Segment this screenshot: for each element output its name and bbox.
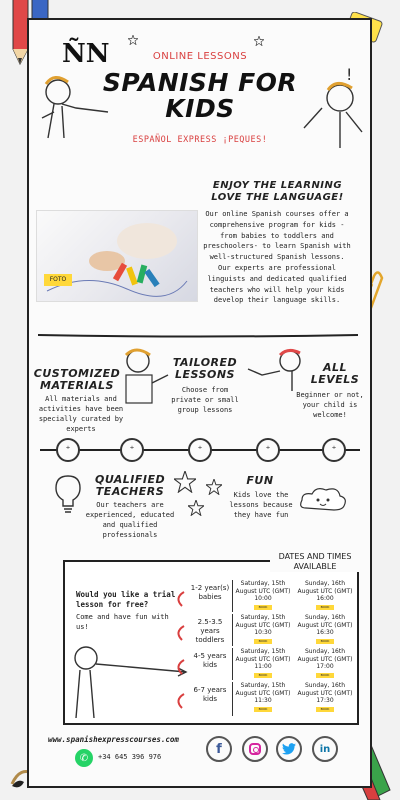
lightbulb-icon — [54, 474, 82, 514]
whatsapp-icon[interactable]: ✆ — [75, 749, 93, 767]
sunday-slot-text: Sunday, 16th August UTC (GMT) 17:30 — [297, 682, 353, 704]
levels-text: Beginner or not, your child is welcome! — [296, 391, 364, 419]
age-group: 1-2 year(s) babies — [190, 584, 230, 601]
schedule-row — [190, 648, 356, 680]
teacher-doodle — [112, 345, 172, 415]
facebook-icon[interactable]: f — [206, 736, 232, 762]
sunday-slot-text: Sunday, 16th August UTC (GMT) 16:30 — [297, 614, 353, 636]
child-doodle — [32, 68, 110, 150]
column-divider — [232, 580, 233, 612]
photo-tag-label: FOTO — [49, 276, 67, 283]
levels-title-line-2: LEVELS — [310, 373, 360, 386]
trial-question: Would you like a trial lesson for free? — [76, 590, 176, 609]
photo-tag — [44, 274, 72, 286]
tailored-title-line-1: TAILORED — [172, 356, 238, 369]
levels-title — [305, 362, 365, 386]
brand-logo — [62, 36, 110, 72]
age-group: 2.5-3.5 years toddlers — [195, 618, 225, 644]
customized-text: All materials and activities have been specially curated by experts — [38, 395, 124, 433]
section-divider — [38, 333, 358, 339]
saturday-slot[interactable] — [234, 580, 292, 610]
sunday-slot-text: Sunday, 16th August UTC (GMT) 17:00 — [297, 648, 353, 670]
instagram-icon[interactable] — [242, 736, 268, 762]
sunday-slot-text: Sunday, 16th August UTC (GMT) 16:00 — [297, 580, 353, 602]
child-doodle — [242, 345, 312, 395]
sunday-slot[interactable] — [296, 648, 354, 678]
schedule-row — [190, 682, 356, 716]
website-link[interactable]: www.spanishexpresscourses.com — [48, 735, 179, 744]
tailored-text: Choose from private or small group lessons — [171, 386, 239, 414]
star-icon — [128, 35, 138, 45]
timeline-node: ⁺ — [56, 438, 80, 462]
saturday-slot-text: Saturday, 15th August UTC (GMT) 10:30 — [235, 614, 291, 636]
fun-title: FUN — [246, 474, 274, 487]
intro-heading — [200, 180, 355, 204]
intro-body: Our online Spanish courses offer a comprehensive program for kids -from babies to toddlers and preschoolers- to learn Spanish with well-structured Spanish lessons. Our experts are professional linguists and dedicated qualified teachers who will help your kids develop their language skills. — [203, 210, 351, 305]
schedule-row — [190, 614, 356, 646]
schedule-table — [190, 580, 356, 720]
schedule-title-line-2: AVAILABLE — [293, 562, 337, 571]
star-icon — [206, 479, 222, 495]
saturday-slot-text: Saturday, 15th August UTC (GMT) 11:00 — [235, 648, 291, 670]
column-divider — [232, 648, 233, 680]
customized-title-line-2: MATERIALS — [40, 379, 114, 392]
column-divider — [232, 682, 233, 716]
saturday-slot-text: Saturday, 15th August UTC (GMT) 11:30 — [235, 682, 291, 704]
star-icon — [174, 471, 196, 493]
saturday-slot-text: Saturday, 15th August UTC (GMT) 10:00 — [235, 580, 291, 602]
twitter-icon[interactable] — [276, 736, 302, 762]
tailored-title-line-2: LESSONS — [175, 368, 235, 381]
child-doodle — [300, 68, 370, 158]
intro-photo — [36, 210, 198, 302]
book-badge[interactable]: BOOK — [254, 707, 272, 712]
star-icon — [254, 36, 264, 46]
teachers-title-line-2: TEACHERS — [95, 485, 165, 498]
intro-heading-line-2: LOVE THE LANGUAGE! — [211, 192, 344, 203]
schedule-title — [270, 552, 360, 572]
schedule-title-line-1: DATES AND TIMES — [278, 552, 352, 561]
book-badge[interactable]: BOOK — [316, 707, 334, 712]
cloud-doodle — [298, 484, 348, 514]
book-badge[interactable]: BOOK — [316, 673, 334, 678]
book-badge[interactable]: BOOK — [254, 639, 272, 644]
tailored-title — [168, 357, 242, 381]
online-lessons-label: ONLINE LESSONS — [152, 51, 248, 62]
linkedin-icon[interactable]: in — [312, 736, 338, 762]
timeline-node: ⁺ — [188, 438, 212, 462]
customized-title-line-1: CUSTOMIZED — [33, 367, 121, 380]
title-line-2: KIDS — [165, 94, 235, 123]
fun-text: Kids love the lessons because they have fun — [229, 491, 293, 519]
timeline-node: ⁺ — [120, 438, 144, 462]
timeline-node: ⁺ — [322, 438, 346, 462]
customized-title — [32, 368, 122, 392]
timeline-node: ⁺ — [256, 438, 280, 462]
sunday-slot[interactable] — [296, 682, 354, 712]
star-icon — [188, 500, 204, 516]
book-badge[interactable]: BOOK — [316, 639, 334, 644]
sunday-slot[interactable] — [296, 614, 354, 644]
page-subtitle: ESPAÑOL EXPRESS ¡PEQUES! — [132, 135, 268, 145]
book-badge[interactable]: BOOK — [316, 605, 334, 610]
column-divider — [232, 614, 233, 646]
saturday-slot[interactable] — [234, 648, 292, 678]
logo-letters: ÑN — [62, 39, 110, 69]
teachers-title — [95, 474, 165, 498]
age-group: 6-7 years kids — [193, 686, 227, 703]
schedule-row — [190, 580, 356, 612]
teachers-title-line-1: QUALIFIED — [95, 473, 166, 486]
book-badge[interactable]: BOOK — [254, 605, 272, 610]
teachers-text: Our teachers are experienced, educated and qualified professionals — [85, 501, 175, 539]
title-line-1: SPANISH FOR — [102, 68, 298, 97]
saturday-slot[interactable] — [234, 614, 292, 644]
book-badge[interactable]: BOOK — [254, 673, 272, 678]
phone-number[interactable]: +34 645 396 976 — [98, 753, 162, 761]
page-title — [95, 70, 305, 122]
age-group: 4-5 years kids — [193, 652, 227, 669]
levels-title-line-1: ALL — [322, 361, 348, 374]
arrow-icon — [172, 588, 190, 718]
sunday-slot[interactable] — [296, 580, 354, 610]
svg-text:!: ! — [346, 68, 353, 84]
saturday-slot[interactable] — [234, 682, 292, 712]
intro-heading-line-1: ENJOY THE LEARNING — [212, 180, 343, 191]
trial-cta: Come and have fun with us! — [76, 613, 169, 631]
